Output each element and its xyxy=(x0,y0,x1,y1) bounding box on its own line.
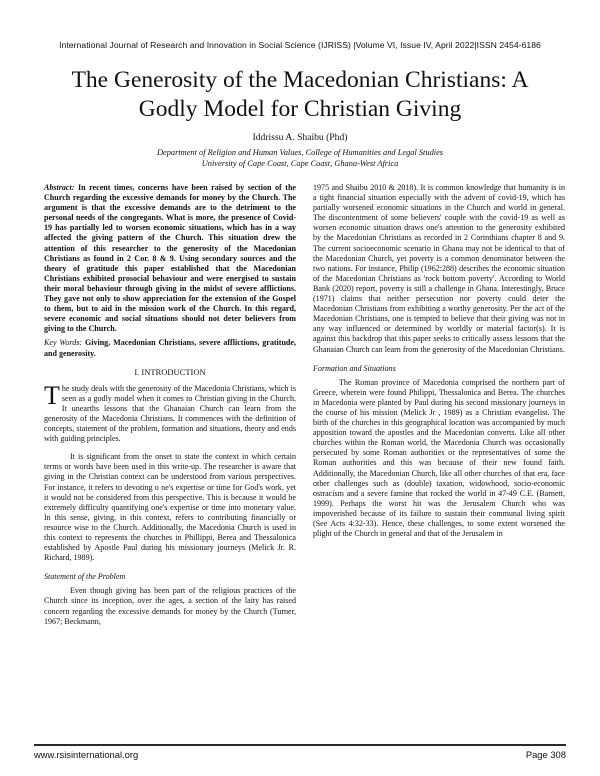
footer-website[interactable]: www.rsisinternational.org xyxy=(34,749,139,760)
intro-paragraph-1 xyxy=(44,380,296,445)
paper-title: The Generosity of the Macedonian Christians: A Godly Model for Christian Giving xyxy=(71,67,529,122)
keywords-text: Giving, Macedonian Christians, severe afflictions, gratitude, and generosity. xyxy=(44,338,296,358)
subsection-heading-formation: Formation and Situations xyxy=(313,363,396,373)
affiliation-department: Department of Religion and Human Values, College of Humanities and Legal Studies xyxy=(156,148,444,157)
formation-paragraph: The Roman province of Macedonia comprised the northern part of Greece, wherein were found Philippi, Thessalonica and Berea. The churches in Macedonia were planted by Paul during his second missionary journeys in the course of his mission (Melick Jr , 1989) as a Christian evangelist. The birth of the churches in this geographical location was accompanied by much apposition toward the apostles and the Macedonian converts. Like all other churches within the Roman world, the Macedonia Church was occasionally persecuted by some Roman authorities or the representatives of some the Roman authorities and this was because of their new found faith. Additionally, the Macedonian Church, like all other churches of that era, face other challenges such as (double) taxation, widowhood, socio-economic ostracism and a severe famine that rocked the world in 47-49 C.E. (Barnett, 1999). Perhaps the worst hit was the Jerusalem Church who was impoverished because of its failure to sustain their communal living spirit (See Acts 4:32-33). Hence, these challenges, to some extent worsened the plight of the Church in general and that of the Jerusalem in xyxy=(313,377,565,539)
journal-header: International Journal of Research and Innovation in Social Science (IJRISS) |Volume VI, Issue IV, April 2022|ISSN 2454-6186 xyxy=(59,40,541,50)
drop-cap: T xyxy=(44,380,60,410)
intro-paragraph-2: It is significant from the onset to state the context in which certain terms or words have been used in this write-up. The researcher is aware that giving in the Christian context can be understood from various perspectives. For instance, it refers to devoting o ne's expertise or time for God's work, yet it would not be considered from this perspective. This is because it would be extremely difficulty quantifying one's expertise or time into monetary value. In this sense, giving, in this context, refers to contributing financially or resource wise to the Church. Additionally, the Macedonia Church is used in this context to represents the churches in Phillippi, Berea and Thessalonica established by Apostle Paul during his missionary journeys (Melick Jr. R. Richard, 1989). xyxy=(44,452,296,563)
abstract xyxy=(44,183,296,334)
abstract-text: In recent times, concerns have been raised by section of the Church regarding the excessive demands for money by the Church. The argument is that the excessive demands are to the detriment to the personal needs of the congregants. What is more, the presence of Covid-19 has partially led to worsen economic situations, which has in a way affected the giving pattern of the Church. This situation drew the attention of this researcher to the generosity of the Macedonian Christians as found in 2 Cor. 8 & 9. Using secondary sources and the theory of gratitude this paper established that the Macedonian Christians exhibited prosocial behaviour and were energised to sustain their moral behaviour through giving in the midst of severe afflictions. They gave not only to show appreciation for the extension of the Gospel to them, but to aid in the mission work of the Church. In this regard, severe economic and social situations should not deter believers from giving to the Church. xyxy=(44,183,296,334)
right-column xyxy=(313,183,565,539)
keywords-label: Key Words: xyxy=(44,338,83,348)
section-heading-introduction: I. INTRODUCTION xyxy=(134,366,206,377)
keywords xyxy=(44,338,296,358)
affiliation-university: University of Cape Coast, Cape Coast, Ghana-West Africa xyxy=(201,159,399,168)
intro-paragraph-1-text: he study deals with the generosity of the Macedonia Christians, which is seen as a godly model when it comes to Christian giving in the Church. It unearths lessons that the Ghanaian Church can learn from the generosity of the Macedonia Christians. It commences with the definition of concepts, statement of the problem, formation and situations, theory and ends with guiding principles. xyxy=(44,383,296,444)
abstract-label: Abstract: xyxy=(44,183,75,192)
subsection-heading-problem: Statement of the Problem xyxy=(44,572,126,582)
footer-page-number: Page 308 xyxy=(525,749,566,760)
left-column xyxy=(44,183,296,627)
problem-paragraph: Even though giving has been part of the religious practices of the Church since its inception, over the ages, a section of the laity has raised concern regarding the excessive demands for money by the Church (Turner, 1967; Beckmann, xyxy=(44,586,296,626)
right-paragraph-1: 1975 and Shaibu 2010 & 2018). It is common knowledge that humanity is in a tight financial situation especially with the advent of covid-19, which has partially worsened economic situations in the Church and world in general. The discontentment of some believers' couple with the covid-19 as well as worsen economic situation draws one's attention to the generosity exhibited by the Macedonian Christians as recorded in 2 Corinthians chapter 8 and 9. The current socioeconomic scenario in Ghana may not be identical to that of the Macedonian Church, yet poverty is a common denominator between the two nations. For instance, Philip (1962:288) describes the economic situation of the Macedonian Christians as 'rock bottom poverty'. According to World Bank (2020) report, poverty is still a challenge in Ghana. Interestingly, Bruce (1971) claims that neither persecution nor poverty could deter the Macedonian Christians from exhibiting a worthy generosity. Per the act of the Macedonian Christians, one is tempted to believe that their giving was not in any way influenced or determined by worldly or material factor(s). It is against this backdrop that this paper seeks to critically assess lessons that the Ghanaian Church can learn from the generosity of the Macedonian Christians. xyxy=(313,183,565,354)
footer-divider xyxy=(34,744,566,746)
author-name: Iddrissu A. Shaibu (Phd) xyxy=(252,132,348,143)
